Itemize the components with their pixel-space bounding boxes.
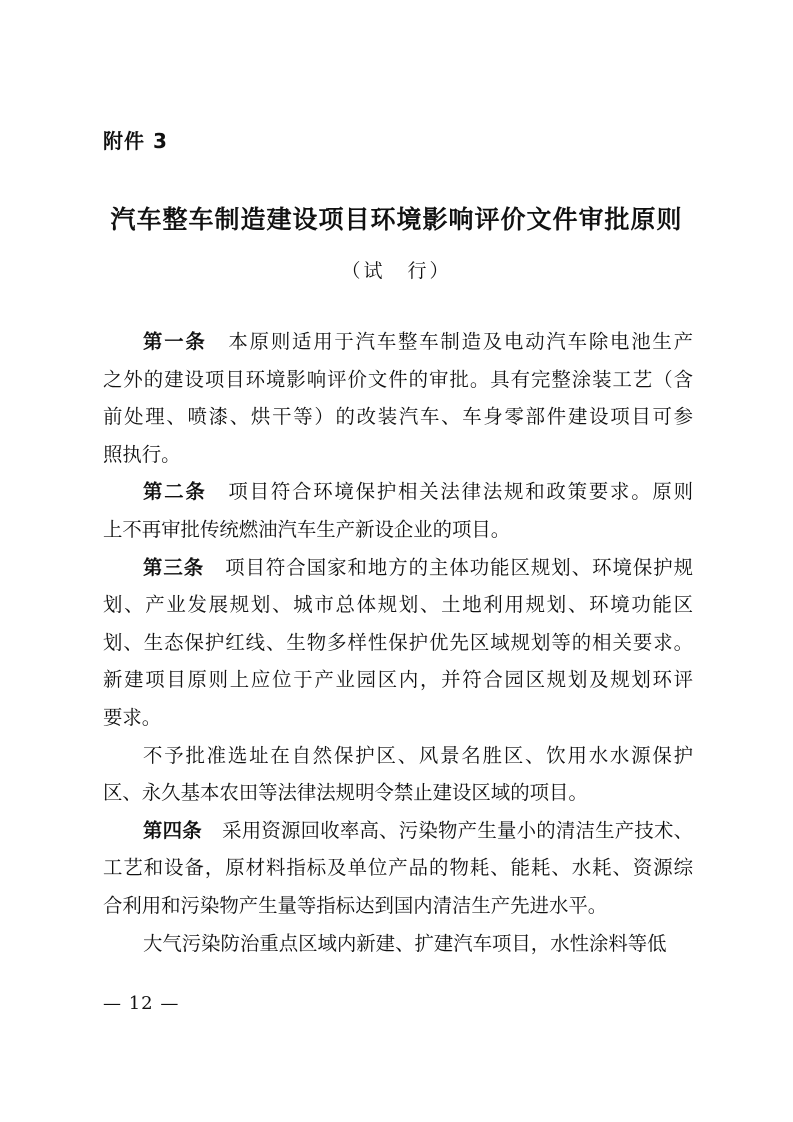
paragraph-line: 照执行。: [103, 442, 181, 466]
paragraph-line: [103, 549, 693, 587]
paragraph-line: 工艺和设备，原材料指标及单位产品的物耗、能耗、水耗、资源综: [103, 856, 693, 880]
article-4-paragraph-2: [103, 925, 693, 963]
page-number: — 12 —: [103, 993, 180, 1014]
paragraph-text: 项目符合国家和地方的主体功能区规划、环境保护规: [224, 555, 694, 579]
paragraph-line: 划、产业发展规划、城市总体规划、土地利用规划、环境功能区: [103, 593, 693, 617]
article-4: [103, 812, 693, 925]
attachment-label: 附件 3: [103, 129, 168, 153]
document-body: [103, 323, 693, 962]
article-2: [103, 473, 693, 548]
article-1: [103, 323, 693, 473]
paragraph-line: 要求。: [103, 705, 162, 729]
article-heading: 第二条: [143, 480, 207, 504]
document-title: 汽车整车制造建设项目环境影响评价文件审批原则: [110, 205, 683, 234]
paragraph-line: 区、永久基本农田等法律法规明令禁止建设区域的项目。: [103, 781, 588, 805]
paragraph-line: [103, 812, 693, 850]
article-3: [103, 549, 693, 737]
paragraph-text: 采用资源回收率高、污染物产生量小的清洁生产技术、: [221, 818, 694, 842]
paragraph-text: 本原则适用于汽车整车制造及电动汽车除电池生产: [226, 330, 694, 353]
article-heading: 第一条: [143, 330, 207, 353]
paragraph-line: 新建项目原则上应位于产业园区内，并符合园区规划及规划环评: [103, 668, 693, 692]
article-3-paragraph-2: [103, 737, 693, 812]
paragraph-line: 划、生态保护红线、生物多样性保护优先区域规划等的相关要求。: [103, 630, 693, 654]
paragraph-text: 项目符合环境保护相关法律法规和政策要求。原则: [226, 480, 694, 504]
paragraph-line: [103, 473, 693, 511]
paragraph-line: 合利用和污染物产生量等指标达到国内清洁生产先进水平。: [103, 893, 608, 917]
paragraph-line: 不予批准选址在自然保护区、风景名胜区、饮用水水源保护: [143, 743, 693, 767]
paragraph-line: 之外的建设项目环境影响评价文件的审批。具有完整涂装工艺（含: [103, 367, 693, 391]
article-heading: 第四条: [143, 818, 202, 842]
article-heading: 第三条: [143, 555, 205, 579]
paragraph-line: 上不再审批传统燃油汽车生产新设企业的项目。: [103, 517, 511, 541]
paragraph-line: 前处理、喷漆、烘干等）的改装汽车、车身零部件建设项目可参: [103, 405, 693, 429]
paragraph-line: [103, 323, 693, 361]
document-subtitle: （试 行）: [341, 260, 452, 282]
paragraph-line: 大气污染防治重点区域内新建、扩建汽车项目，水性涂料等低: [143, 931, 667, 955]
